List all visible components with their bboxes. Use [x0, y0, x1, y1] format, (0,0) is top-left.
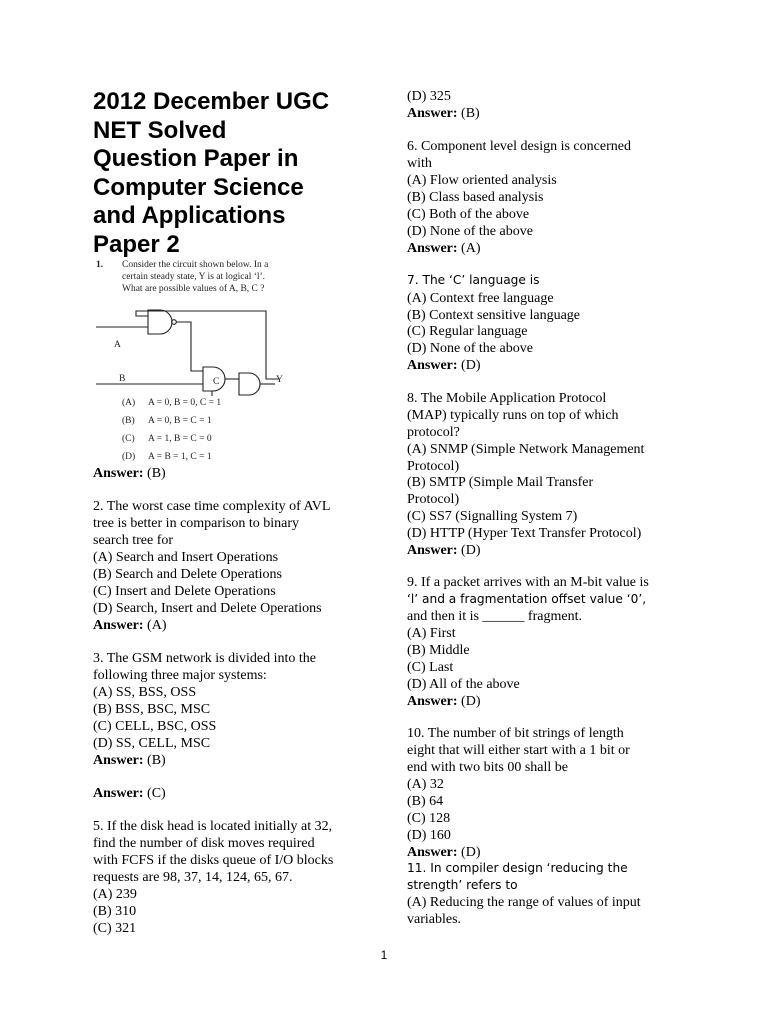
text-line: (D) HTTP (Hyper Text Transfer Protocol): [407, 526, 642, 541]
text-line: end with two bits 00 shall be: [407, 760, 568, 775]
answer-value: (B): [147, 753, 166, 768]
q1-text-line: What are possible values of A, B, C ?: [122, 284, 265, 294]
input-a-label: A: [114, 340, 121, 350]
answer-line: [407, 105, 480, 122]
answer-value: (A): [147, 618, 167, 633]
text-line: (D) None of the above: [407, 224, 533, 239]
text-line: (B) Middle: [407, 643, 470, 658]
answer-label: Answer:: [407, 241, 458, 256]
text-line: (A) Reducing the range of values of input: [407, 895, 641, 910]
q1-number: 1.: [96, 260, 104, 270]
title-line: NET Solved: [93, 116, 227, 144]
title-line: Paper 2: [93, 230, 180, 258]
answer-label: Answer:: [407, 543, 458, 558]
answer-line: [93, 785, 166, 802]
answer-line: [93, 617, 166, 634]
answer-label: Answer:: [93, 466, 144, 481]
text-line: (C) 321: [93, 921, 137, 936]
answer-line: [407, 357, 480, 374]
text-line: (C) Insert and Delete Operations: [93, 584, 276, 599]
q1-option-text: A = 0, B = 0, C = 1: [148, 398, 222, 408]
q1-option-key: (A): [122, 398, 136, 408]
text-line: (C) Regular language: [407, 324, 528, 339]
answer-value: (B): [461, 106, 480, 121]
title-line: and Applications: [93, 202, 286, 230]
input-b-label: B: [119, 374, 126, 384]
answer-line: [407, 542, 480, 559]
document-title: [93, 88, 383, 260]
text-line: (A) SNMP (Simple Network Management: [407, 442, 645, 457]
text-line: search tree for: [93, 533, 174, 548]
text-line: (A) Search and Insert Operations: [93, 550, 279, 565]
text-line: (D) None of the above: [407, 341, 533, 356]
text-line: (B) BSS, BSC, MSC: [93, 702, 211, 717]
title-line: Computer Science: [93, 173, 304, 201]
text-line: (B) Class based analysis: [407, 190, 544, 205]
text-line: variables.: [407, 912, 462, 927]
text-line: (D) 160: [407, 828, 451, 843]
answer-value: (A): [461, 241, 481, 256]
text-line: (D) 325: [407, 89, 451, 104]
text-line: 2. The worst case time complexity of AVL: [93, 499, 331, 514]
answer-label: Answer:: [407, 845, 458, 860]
text-line: Protocol): [407, 492, 460, 507]
page-number: 1: [380, 948, 388, 962]
q1-option-text: A = B = 1, C = 1: [148, 452, 212, 462]
text-line: (D) SS, CELL, MSC: [93, 736, 211, 751]
text-line: (C) CELL, BSC, OSS: [93, 719, 217, 734]
text-line: with: [407, 156, 432, 171]
answer-value: (D): [461, 358, 481, 373]
text-line: (D) Search, Insert and Delete Operations: [93, 601, 322, 616]
text-line: (A) First: [407, 626, 456, 641]
text-line: (A) 239: [93, 887, 137, 902]
answer-label: Answer:: [93, 753, 144, 768]
text-line: (C) Last: [407, 660, 454, 675]
q1-option-key: (C): [122, 434, 135, 444]
text-line: (B) Context sensitive language: [407, 308, 581, 323]
q1-option-key: (B): [122, 416, 135, 426]
text-line: 5. If the disk head is located initially at 32,: [93, 819, 333, 834]
text-line: (B) Search and Delete Operations: [93, 567, 282, 582]
text-line: strength’ refers to: [407, 878, 518, 892]
q1-text-line: Consider the circuit shown below. In a: [122, 260, 269, 270]
input-c-label: C: [213, 377, 220, 387]
answer-value: (C): [147, 786, 166, 801]
answer-line: [407, 844, 480, 861]
text-line: (A) 32: [407, 777, 444, 792]
title-line: 2012 December UGC: [93, 88, 330, 115]
answer-value: (D): [461, 543, 481, 558]
text-line: (MAP) typically runs on top of which: [407, 408, 619, 423]
text-line: (A) SS, BSS, OSS: [93, 685, 197, 700]
q1-option-key: (D): [122, 452, 136, 462]
text-line: (C) Both of the above: [407, 207, 530, 222]
answer-label: Answer:: [93, 786, 144, 801]
text-line: (B) 310: [93, 904, 137, 919]
answer-label: Answer:: [407, 358, 458, 373]
logic-circuit-diagram: [93, 297, 304, 432]
text-line: Protocol): [407, 459, 460, 474]
text-line: protocol?: [407, 425, 460, 440]
answer-line: [407, 693, 480, 710]
output-y-label: Y: [276, 375, 283, 385]
text-line: find the number of disk moves required: [93, 836, 315, 851]
answer-label: Answer:: [407, 106, 458, 121]
text-line: (B) SMTP (Simple Mail Transfer: [407, 475, 594, 490]
text-line: (D) All of the above: [407, 677, 520, 692]
text-line: ‘l’ and a fragmentation offset value ‘0’,: [407, 592, 647, 606]
text-line: 8. The Mobile Application Protocol: [407, 391, 607, 406]
text-line: (A) Context free language: [407, 291, 554, 306]
text-line: and then it is ______ fragment.: [407, 609, 582, 624]
answer-value: (D): [461, 694, 481, 709]
text-line: tree is better in comparison to binary: [93, 516, 300, 531]
text-line: 10. The number of bit strings of length: [407, 726, 624, 741]
q1-text-line: certain steady state, Y is at logical ‘l’.: [122, 272, 266, 282]
q1-option-text: A = 1, B = C = 0: [148, 434, 212, 444]
answer-line: [93, 752, 166, 769]
answer-label: Answer:: [407, 694, 458, 709]
text-line: (A) Flow oriented analysis: [407, 173, 557, 188]
text-line: 6. Component level design is concerned: [407, 139, 631, 154]
text-line: 11. In compiler design ‘reducing the: [407, 861, 628, 875]
answer-label: Answer:: [93, 618, 144, 633]
text-line: eight that will either start with a 1 bit or: [407, 743, 630, 758]
answer-value: (D): [461, 845, 481, 860]
q1-option-text: A = 0, B = C = 1: [148, 416, 212, 426]
answer-line: [93, 465, 166, 482]
text-line: requests are 98, 37, 14, 124, 65, 67.: [93, 870, 293, 885]
title-line: Question Paper in: [93, 145, 299, 173]
answer-line: [407, 240, 480, 257]
text-line: 7. The ‘C’ language is: [407, 273, 540, 287]
text-line: (B) 64: [407, 794, 444, 809]
text-line: 9. If a packet arrives with an M-bit value is: [407, 575, 649, 590]
text-line: 3. The GSM network is divided into the: [93, 651, 316, 666]
text-line: with FCFS if the disks queue of I/O blocks: [93, 853, 334, 868]
text-line: (C) 128: [407, 811, 451, 826]
text-line: following three major systems:: [93, 668, 267, 683]
text-line: (C) SS7 (Signalling System 7): [407, 509, 578, 524]
question-1-figure: [93, 259, 304, 465]
answer-value: (B): [147, 466, 166, 481]
